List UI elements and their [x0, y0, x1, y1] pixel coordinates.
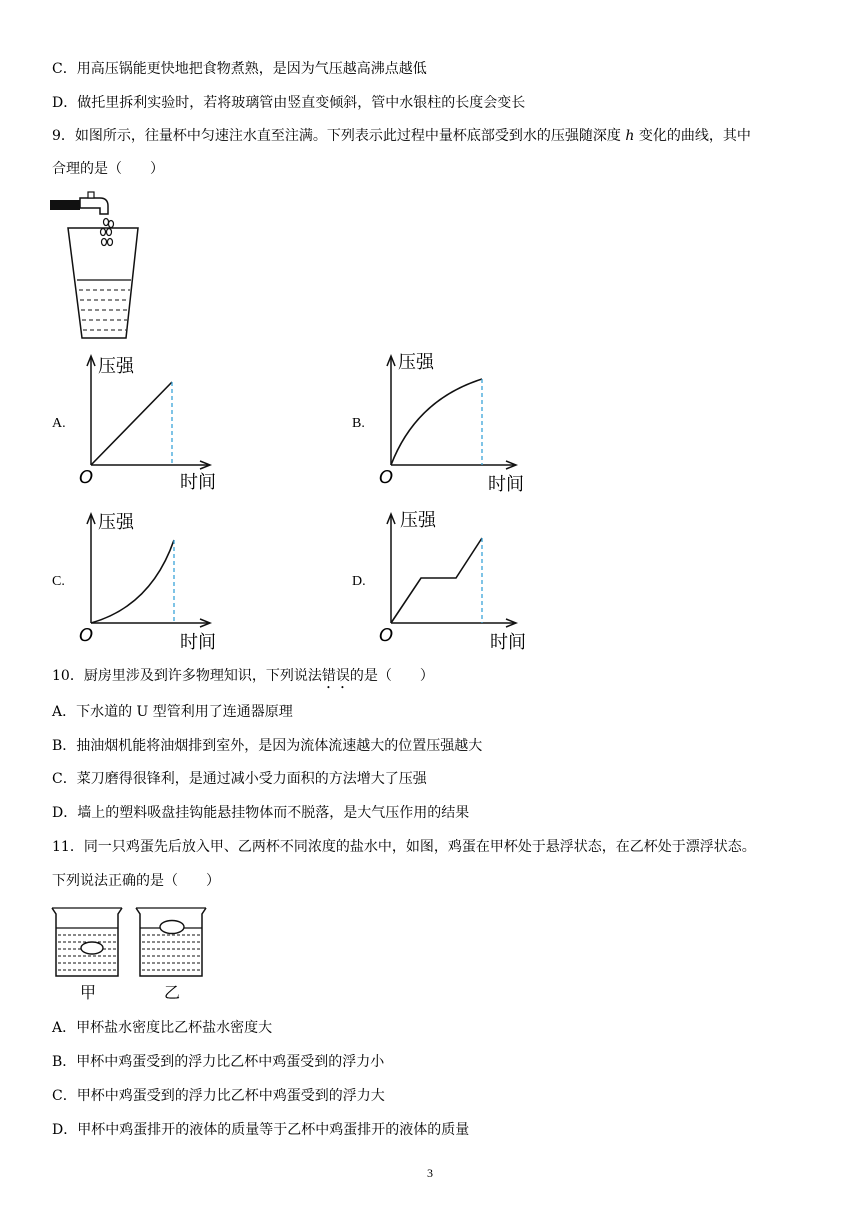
- cup-yi-outline: [136, 908, 206, 976]
- q10-option-c: C．菜刀磨得很锋利，是通过减小受力面积的方法增大了压强: [52, 771, 427, 787]
- q9-stem-line1: [52, 127, 751, 145]
- q10-stem-text-b: 的是（ ）: [349, 668, 434, 684]
- faucet-handle: [88, 192, 94, 198]
- egg-cups-figure: [48, 904, 218, 1004]
- q10-option-a: A．下水道的 U 型管利用了连通器原理: [52, 704, 293, 720]
- cup-yi: [136, 908, 206, 976]
- q11-stem-line1: 11．同一只鸡蛋先后放入甲、乙两杯不同浓度的盐水中，如图，鸡蛋在甲杯处于悬浮状态，在乙杯处于漂浮状态。: [52, 839, 756, 855]
- q9-option-b-label: B.: [352, 416, 365, 431]
- faucet-cup-figure: [48, 186, 148, 346]
- q9-option-d-label: D.: [352, 574, 366, 589]
- pressure-curve: [391, 538, 482, 623]
- egg-yi: [160, 921, 184, 934]
- faucet-pipe: [50, 200, 80, 210]
- pressure-curve: [391, 379, 482, 465]
- q10-stem: [52, 667, 434, 692]
- q9-option-c-label: C.: [52, 574, 65, 589]
- cup-label-jia: 甲: [80, 983, 97, 1002]
- q10-option-d: D．墙上的塑料吸盘挂钩能悬挂物体而不脱落，是大气压作用的结果: [52, 805, 470, 821]
- q9-stem-text-b: 变化的曲线，其中: [634, 128, 751, 144]
- origin-label: O: [379, 467, 394, 488]
- q9-stem-line2: 合理的是（ ）: [52, 161, 164, 177]
- cup-label-yi: 乙: [164, 983, 181, 1002]
- pressure-curve: [91, 540, 174, 623]
- water-hatching: [79, 290, 130, 330]
- y-axis-label: 压强: [98, 356, 134, 377]
- q11-option-a: A．甲杯盐水密度比乙杯盐水密度大: [52, 1020, 273, 1036]
- q9-stem-variable: h: [625, 128, 635, 144]
- faucet-spout: [80, 198, 108, 214]
- cup-jia: [52, 908, 122, 976]
- y-axis-label: 压强: [400, 510, 436, 531]
- q9-stem-text-a: 9．如图所示，往量杯中匀速注水直至注满。下列表示此过程中量杯底部受到水的压强随深度: [52, 128, 626, 144]
- graph-d: [376, 508, 536, 653]
- q10-stem-emphasis: 错误: [321, 668, 350, 684]
- q8-option-c: C．用高压锅能更快地把食物煮熟，是因为气压越高沸点越低: [52, 61, 427, 77]
- x-axis-label: 时间: [180, 472, 216, 493]
- graph-c: [76, 508, 236, 653]
- x-axis-label: 时间: [180, 632, 216, 653]
- x-axis-label: 时间: [490, 632, 526, 653]
- graph-a: [76, 350, 236, 495]
- egg-jia: [81, 942, 103, 954]
- q11-stem-line2: 下列说法正确的是（ ）: [52, 873, 220, 889]
- graph-b: [376, 350, 536, 495]
- pressure-curve: [91, 382, 172, 465]
- q11-option-d: D．甲杯中鸡蛋排开的液体的质量等于乙杯中鸡蛋排开的液体的质量: [52, 1122, 470, 1138]
- origin-label: O: [79, 467, 94, 488]
- q9-option-a-label: A.: [52, 416, 66, 431]
- origin-label: O: [79, 625, 94, 646]
- water-drops: [101, 219, 114, 246]
- page-number: 3: [427, 1166, 433, 1180]
- q10-stem-text-a: 10．厨房里涉及到许多物理知识，下列说法: [52, 668, 322, 684]
- y-axis-label: 压强: [398, 352, 434, 373]
- origin-label: O: [379, 625, 394, 646]
- q11-option-c: C．甲杯中鸡蛋受到的浮力比乙杯中鸡蛋受到的浮力大: [52, 1088, 385, 1104]
- q10-option-b: B．抽油烟机能将油烟排到室外，是因为流体流速越大的位置压强越大: [52, 738, 483, 754]
- x-axis-label: 时间: [488, 474, 524, 495]
- q8-option-d: D．做托里拆利实验时，若将玻璃管由竖直变倾斜，管中水银柱的长度会变长: [52, 95, 526, 111]
- y-axis-label: 压强: [98, 512, 134, 533]
- q11-option-b: B．甲杯中鸡蛋受到的浮力比乙杯中鸡蛋受到的浮力小: [52, 1054, 385, 1070]
